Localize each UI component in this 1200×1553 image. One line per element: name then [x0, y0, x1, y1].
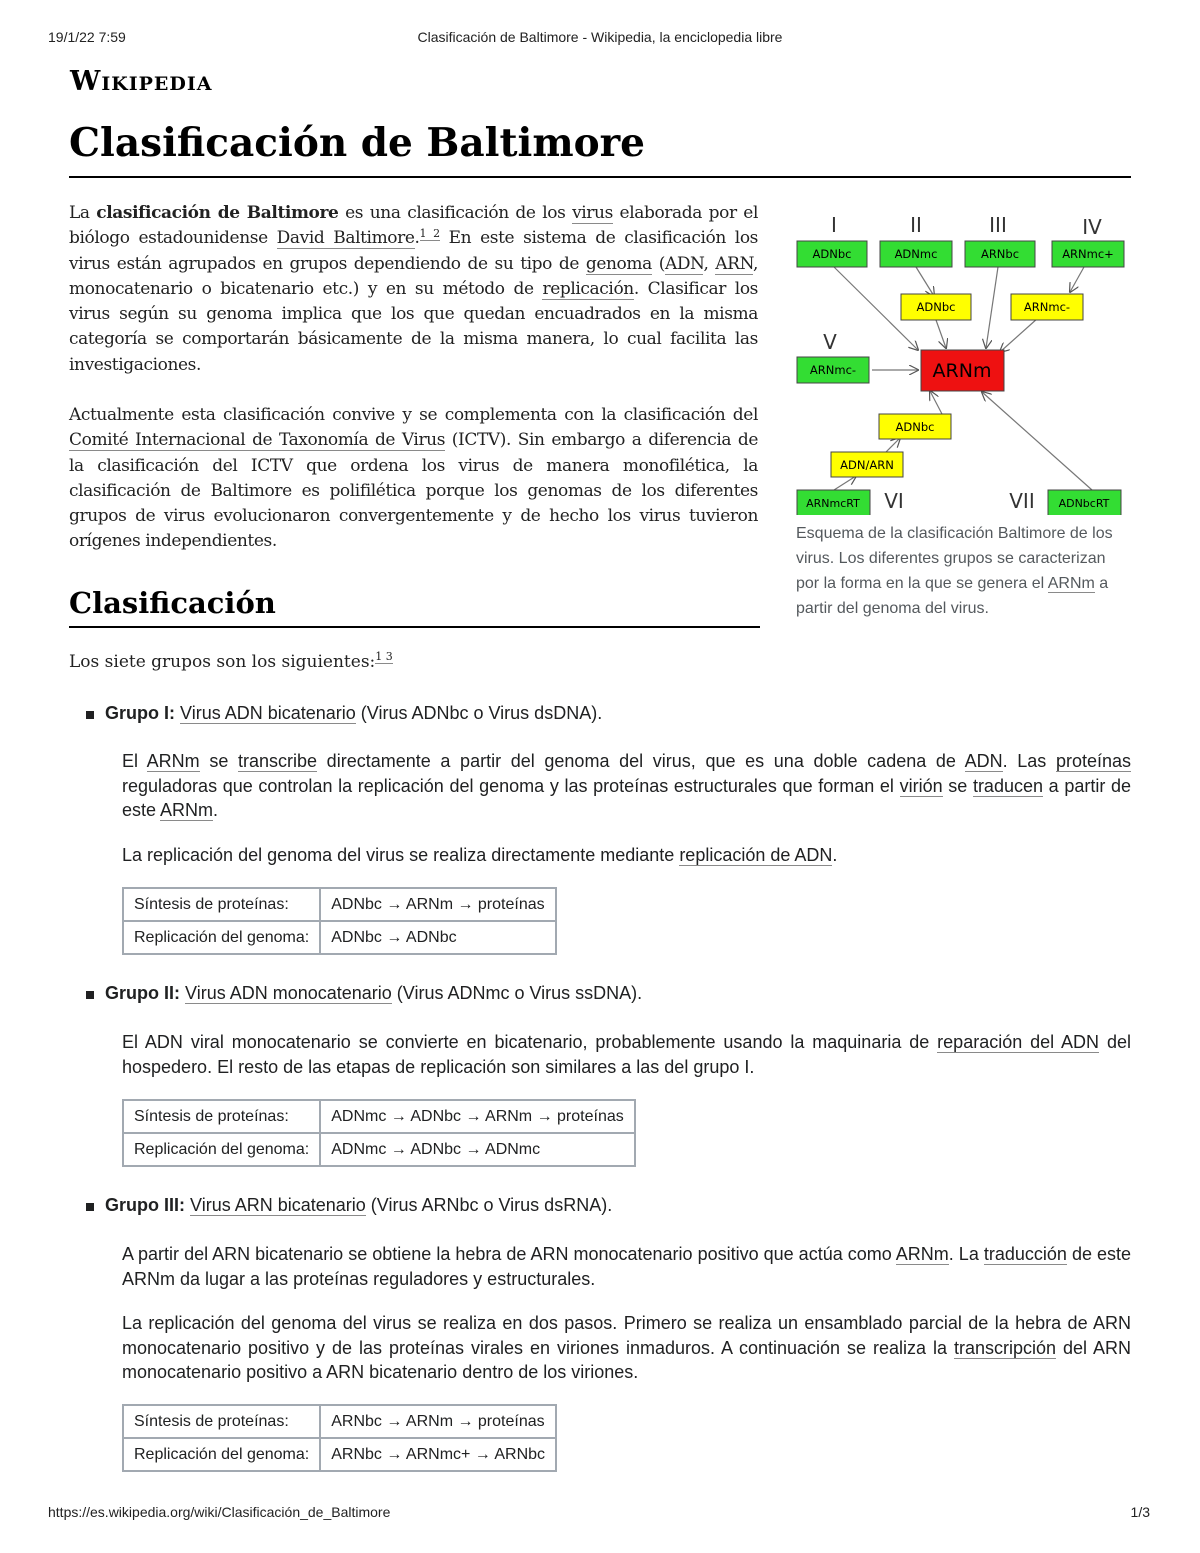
link-group-virus[interactable]: Virus ARN bicatenario — [190, 1195, 366, 1215]
table-row — [123, 1405, 556, 1438]
svg-text:ADNbc: ADNbc — [895, 420, 935, 434]
table-label: Replicación del genoma: — [123, 1438, 320, 1471]
svg-text:ADNmc: ADNmc — [894, 247, 938, 261]
print-page-title: Clasificación de Baltimore - Wikipedia, la enciclopedia libre — [417, 29, 783, 45]
table-value: ADNbc → ADNbc — [320, 921, 555, 954]
arrow-line — [1070, 267, 1084, 292]
group-numeral: VI — [884, 489, 904, 513]
svg-text:ARNmc-: ARNmc- — [809, 363, 857, 377]
table-value: ADNbc → ARNm → proteínas — [320, 888, 555, 921]
table-label: Síntesis de proteínas: — [123, 888, 320, 921]
link-ictv[interactable]: Comité Internacional de Taxonomía de Virus — [69, 430, 446, 451]
link-virion[interactable]: virión — [899, 775, 943, 796]
figure-caption: Esquema de la clasificación Baltimore de los virus. Los diferentes grupos se caracterizan por la forma en la que se genera el ARNm a partir del genoma del virus. — [796, 525, 1113, 617]
table-label: Síntesis de proteínas: — [123, 1100, 320, 1133]
diagram-box-green — [1052, 241, 1124, 267]
link-traduccion[interactable]: traducción — [983, 1244, 1067, 1264]
arrow-line — [834, 476, 856, 490]
link-reparacion-adn[interactable]: reparación del ADN — [937, 1032, 1100, 1052]
link-genoma[interactable]: genoma — [585, 253, 652, 274]
section-heading: Clasificación — [69, 586, 276, 620]
table-label: Replicación del genoma: — [123, 921, 320, 954]
print-url: https://es.wikipedia.org/wiki/Clasificación_de_Baltimore — [48, 1504, 391, 1520]
diagram-box-green — [797, 490, 870, 515]
svg-text:ADNbc: ADNbc — [812, 247, 852, 261]
table-value: ADNmc → ADNbc → ADNmc — [320, 1133, 635, 1166]
diagram-box-yellow — [901, 294, 971, 320]
group-paragraph: A partir del ARN bicatenario se obtiene la hebra de ARN monocatenario positivo que actúa como ARNm. La traducción de este ARNm da lugar a las proteínas reguladores y estructurales. — [122, 1244, 1132, 1289]
table-row — [123, 1438, 556, 1471]
diagram-box-yellow — [831, 452, 903, 477]
link-proteinas[interactable]: proteínas — [1055, 751, 1131, 771]
arrow-line — [886, 438, 900, 452]
link-group-virus[interactable]: Virus ADN bicatenario — [180, 703, 356, 723]
link-arnm[interactable]: ARNm — [146, 751, 200, 771]
group-numeral: VII — [1009, 489, 1035, 513]
group-numeral: II — [910, 213, 922, 237]
arrow-line — [1000, 318, 1038, 352]
baltimore-figure — [794, 210, 1130, 646]
group-numeral: IV — [1082, 215, 1102, 239]
table-label: Síntesis de proteínas: — [123, 1405, 320, 1438]
arrow-line — [930, 391, 942, 414]
svg-text:ADN/ARN: ADN/ARN — [840, 458, 894, 472]
diagram-box-green — [965, 241, 1035, 267]
diagram-box-green — [797, 241, 867, 267]
table-value: ARNbc → ARNmc+ → ARNbc — [320, 1438, 556, 1471]
table-row — [123, 888, 556, 921]
table-value: ADNmc → ADNbc → ARNm → proteínas — [320, 1100, 635, 1133]
intro-paragraph-2: Actualmente esta clasificación convive y se complementa con la clasificación del Comité Internacional de Taxonomía de Virus (ICTV). Sin embargo a diferencia de la clasificación del ICTV que ordena los virus de manera monofilética, la clasificación de Baltimore es polifilética porque los genomas de los diferentes grupos de virus evolucionaron convergentemente y de hecho los virus tuvieron orígenes independientes. — [69, 405, 758, 552]
table-row — [123, 1133, 635, 1166]
arrow-line — [986, 267, 998, 348]
link-replicacion-adn[interactable]: replicación de ADN — [679, 845, 833, 865]
wikipedia-logo[interactable]: Wikipedia — [70, 66, 213, 97]
group-numeral: III — [989, 213, 1007, 237]
link-transcribe[interactable]: transcribe — [238, 751, 318, 771]
svg-text:ADNbcRT: ADNbcRT — [1058, 497, 1110, 510]
svg-text:ARNbc: ARNbc — [980, 247, 1020, 261]
group-numeral: I — [831, 213, 837, 237]
diagram-box-red — [921, 350, 1004, 391]
arrow-line — [982, 392, 1092, 490]
link-traducen[interactable]: traducen — [972, 775, 1043, 796]
intro-paragraph-1: La clasificación de Baltimore es una clasificación de los virus elaborada por el biólogo estadounidense David Baltimore.$^{1 2}$ En este sistema de clasificación los virus están agrupados en grupos dependiendo de su tipo de genoma (ADN, ARN, monocatenario o bicatenario etc.) y en su método de replicación. Clasificar los virus según su genoma implica que los que quedan encuadrados en la misma categoría se comportarán básicamente de la misma manera, lo cual facilita las investigaciones. — [69, 203, 759, 375]
list-bullet — [86, 991, 94, 999]
diagram-box-green — [880, 241, 952, 267]
group-paragraph: La replicación del genoma del virus se realiza directamente mediante replicación de ADN. — [122, 845, 838, 865]
group-paragraph: El ARNm se transcribe directamente a partir del genoma del virus, que es una doble cadena de ADN. Las proteínas reguladoras que controlan la replicación del genoma y las proteínas estructurales que forman el virión se traducen a partir de este ARNm. — [122, 751, 1132, 820]
link-replicacion[interactable]: replicación — [542, 278, 634, 299]
link-arnm[interactable]: ARNm — [1047, 575, 1095, 592]
synthesis-table — [122, 887, 557, 955]
term-bold: clasificación de Baltimore — [96, 203, 339, 223]
print-page-number: 1/3 — [1130, 1504, 1150, 1520]
group-paragraph: La replicación del genoma del virus se realiza en dos pasos. Primero se realiza un ensamblado parcial de la hebra de ARN monocatenario positivo y de las proteínas virales en viriones inmaduros. A continuación se realiza la transcripción del ARN monocatenario positivo a ARN bicatenario dentro de los viriones. — [122, 1313, 1131, 1382]
page-title: Clasificación de Baltimore — [69, 120, 645, 166]
section-intro: Los siete grupos son los siguientes:$^{1 3}$ — [69, 650, 393, 672]
synthesis-table — [122, 1099, 636, 1167]
arrow-line — [936, 320, 946, 348]
svg-text:ARNmc-: ARNmc- — [1023, 300, 1071, 314]
group-title: Grupo III: Virus ARN bicatenario (Virus ARNbc o Virus dsRNA). — [105, 1195, 613, 1215]
list-bullet — [86, 711, 94, 719]
link-arn[interactable]: ARN — [715, 253, 753, 274]
diagram-box-green — [797, 357, 869, 383]
diagram-box-green — [1048, 490, 1121, 515]
group-title: Grupo II: Virus ADN monocatenario (Virus ADNmc o Virus ssDNA). — [105, 983, 643, 1003]
svg-text:ARNmc+: ARNmc+ — [1062, 247, 1114, 261]
group-paragraph: El ADN viral monocatenario se convierte en bicatenario, probablemente usando la maquinaria de reparación del ADN del hospedero. El resto de las etapas de replicación son similares a las del grupo I. — [122, 1032, 1131, 1077]
svg-text:ADNbc: ADNbc — [916, 300, 956, 314]
svg-text:ARNmcRT: ARNmcRT — [806, 497, 860, 510]
baltimore-diagram[interactable] — [794, 210, 1130, 515]
synthesis-table — [122, 1404, 557, 1472]
svg-text:ARNm: ARNm — [932, 360, 992, 382]
link-adn[interactable]: ADN — [664, 253, 704, 274]
link-transcripcion[interactable]: transcripción — [953, 1337, 1057, 1358]
title-divider — [69, 176, 1131, 178]
arrow-line — [916, 267, 934, 296]
table-row — [123, 1100, 635, 1133]
link-virus[interactable]: virus — [572, 203, 613, 223]
link-arnm[interactable]: ARNm — [160, 800, 214, 820]
list-bullet — [86, 1203, 94, 1211]
diagram-box-yellow — [879, 414, 951, 439]
group-title: Grupo I: Virus ADN bicatenario (Virus ADNbc o Virus dsDNA). — [105, 703, 603, 723]
diagram-box-yellow — [1011, 294, 1083, 320]
table-row — [123, 921, 556, 954]
section-divider — [69, 626, 760, 628]
link-arnm[interactable]: ARNm — [895, 1244, 949, 1264]
group-numeral: V — [823, 330, 837, 354]
table-label: Replicación del genoma: — [123, 1133, 320, 1166]
table-value: ARNbc → ARNm → proteínas — [320, 1405, 556, 1438]
link-david-baltimore[interactable]: David Baltimore — [276, 228, 415, 249]
link-group-virus[interactable]: Virus ADN monocatenario — [185, 983, 392, 1003]
citation-ref[interactable]: 1 2 — [419, 226, 440, 240]
link-adn[interactable]: ADN — [964, 751, 1003, 771]
citation-ref[interactable]: 1 3 — [375, 650, 393, 664]
print-datetime: 19/1/22 7:59 — [48, 29, 126, 45]
